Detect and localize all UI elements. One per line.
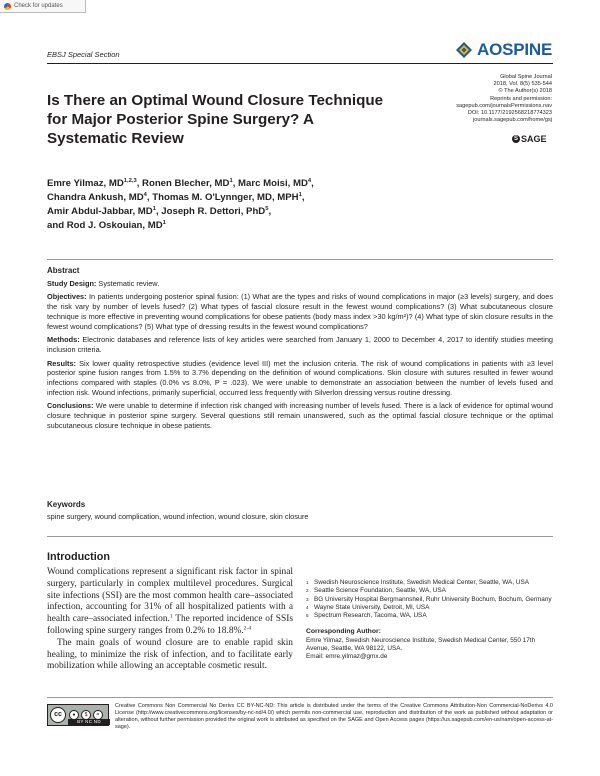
affiliations <box>306 579 552 662</box>
publisher-logo <box>512 134 547 144</box>
journal-info-line: DOI: 10.1177/2192568218774323 <box>467 110 552 117</box>
author-list <box>47 177 427 233</box>
article-title: Is There an Optimal Wound Closure Technique for Major Posterior Spine Surgery? A Systematic Review <box>47 92 384 147</box>
keywords <box>47 500 553 522</box>
introduction-paragraph: The main goals of wound closure are to enable rapid skin healing, to minimize the risk of infection, and to facilitate early mobilization while allowing an acceptable cosmetic result. <box>47 637 293 672</box>
corresponding-heading: Corresponding Author: <box>306 628 381 636</box>
author: and Rod J. Oskouian, $MD^1$ <box>47 220 166 231</box>
logo-text: AOSPINE <box>477 40 553 59</box>
introduction-paragraph: Wound complications represent a significant risk factor in spinal surgery, particularly in complex multilevel procedures. Surgical site infections (SSI) are the most common health care–associated infection, accounting for 31% of all hospitalized patients with a health care–associated infection.$^1$ The reported incidence of SSIs following spine surgery ranges from 0.2% to 18.8%.$^{2-4}$ <box>47 567 293 636</box>
abstract-conclusions: Conclusions: We were unable to determine if infection risk changed with increasing number of levels fused. There is a lack of evidence for optimal wound closure technique in posterior spine surgery. Several questions still remain unanswered, such as the optimal fascial closure technique or the optimal subcutaneous closure technique in obese patients. <box>47 401 553 430</box>
author: Emre Yilmaz, MD$^{1,2,3}$, <box>47 178 143 189</box>
journal-info-line: Global Spine Journal <box>500 74 552 80</box>
abstract-results: Results: Six lower quality retrospective studies (evidence level III) met the inclusion criteria. The risk of wound complications in patients with ≥3 level posterior spine fusion ranges from 1.5% to 3.7% depending on the definition of wound complications. Skin closure with sutures resulted in fewer wound infections compared with staples (0.0% vs 8.0%, P = .023). We were unable to demonstrate an association between the number of levels fused and infection risk. Wound infections, primarily superficial, occurred less frequently with Silverlon dressing versus routine dressing. <box>47 358 553 397</box>
footer-divider <box>47 697 553 698</box>
journal-info-line: sagepub.com/journalsPermissions.nav <box>456 102 552 109</box>
abstract-heading: Abstract <box>47 266 80 275</box>
noderivs-icon: = <box>93 710 103 720</box>
section-label: EBSJ Special Section <box>47 50 120 59</box>
introduction-body <box>47 567 293 673</box>
noncommercial-icon: $ <box>81 710 91 720</box>
author: Ronen Blecher, $MD^1$, <box>142 178 239 189</box>
affiliation-item: 2 Seattle Science Foundation, Seattle, WA, USA <box>306 587 446 595</box>
affiliation-item: 3 BG University Hospital Bergmannsheil, Ruhr University Bochum, Bochum, Germany <box>306 595 552 603</box>
keywords-heading: Keywords <box>47 500 86 509</box>
cc-license-badge[interactable] <box>47 704 109 726</box>
journal-info-line: journals.sagepub.com/home/gsj <box>473 117 552 124</box>
license-text: Creative Commons Non Commercial No Derivs CC BY-NC-ND: This article is distributed under the terms of the Creative Commons Attribution-Non Commercial-NoDerivs 4.0 License (http://www.creativecommons.org/licenses/by-nc-nd/4.0/) which permits non-commercial use, reproduction and distribution of the work as published without adaptation or alteration, without further permission provided the original work is attributed as specified on the SAGE and Open Access pages (https://us.sagepub.com/en-us/nam/open-access-at-sage). <box>115 703 553 730</box>
aospine-logo-icon <box>455 41 473 59</box>
cc-badge-label: BY NC ND <box>68 719 110 725</box>
introduction-heading: Introduction <box>47 551 110 563</box>
keywords-text: spine surgery, wound complication, wound infection, wound closure, skin closure <box>47 512 309 521</box>
abstract-objectives: Objectives: In patients undergoing posterior spinal fusion: (1) What are the types and risks of wound complications in major (≥3 levels) surgery, and does the risk vary by number of levels fused? (2) What types of fascial closure result in the fewest wound complications? (3) What subcutaneous closure technique is more effective in preventing wound complications for obese patients (body mass index >30 kg/m²)? (4) What type of skin closure results in the fewest wound complications? (5) What type of dressing results in the fewest wound complications? <box>47 292 553 331</box>
crossmark-icon <box>4 3 11 10</box>
abstract <box>47 266 553 435</box>
author: Amir Abdul-Jabbar, $MD^1$, <box>47 206 162 217</box>
journal-info-line: Reprints and permission: <box>490 95 552 102</box>
abstract-study-design: Study Design: Systematic review. <box>47 278 160 288</box>
cc-icon: cc <box>50 707 66 723</box>
corresponding-email: Email: emre.yilmaz@gmx.de <box>306 653 388 661</box>
author: Joseph R. Dettori, PhD$^5$, <box>161 206 272 217</box>
attribution-icon: ● <box>69 710 79 720</box>
journal-info-line: 2018, Vol. 8(5) 535-544 <box>493 81 552 88</box>
abstract-methods: Methods: Electronic databases and reference lists of key articles were searched from January 1, 2000 to December 4, 2017 to identify studies meeting inclusion criteria. <box>47 335 554 354</box>
header-divider <box>47 63 553 64</box>
publisher-name: SAGE <box>521 134 547 144</box>
check-for-updates-label: Check for updates <box>14 3 63 9</box>
author: Marc Moisi, $MD^4$, <box>238 178 314 189</box>
check-for-updates-badge[interactable] <box>0 0 86 13</box>
journal-logo <box>455 40 552 60</box>
keywords-divider <box>47 536 553 537</box>
affiliation-list <box>306 579 552 620</box>
affiliation-item: 5 Spectrum Research, Tacoma, WA, USA <box>306 612 427 620</box>
sage-mark-icon: S <box>513 136 518 142</box>
journal-info <box>380 74 552 124</box>
author: Chandra Ankush, $MD^4$, <box>47 192 153 203</box>
author: Thomas M. O'Lynnger, MD, MPH$^1$, <box>152 192 305 203</box>
affiliation-item: 1 Swedish Neuroscience Institute, Swedish Medical Center, Seattle, WA, USA <box>306 579 530 586</box>
corresponding-address: Emre Yilmaz, Swedish Neuroscience Institute, Swedish Medical Center, 550 17th Avenue, Seattle, WA 98122, USA. <box>306 636 536 653</box>
affiliation-item: 4 Wayne State University, Detroit, MI, USA <box>306 603 430 611</box>
journal-info-line: © The Author(s) 2018 <box>498 88 552 95</box>
abstract-divider <box>47 259 553 260</box>
